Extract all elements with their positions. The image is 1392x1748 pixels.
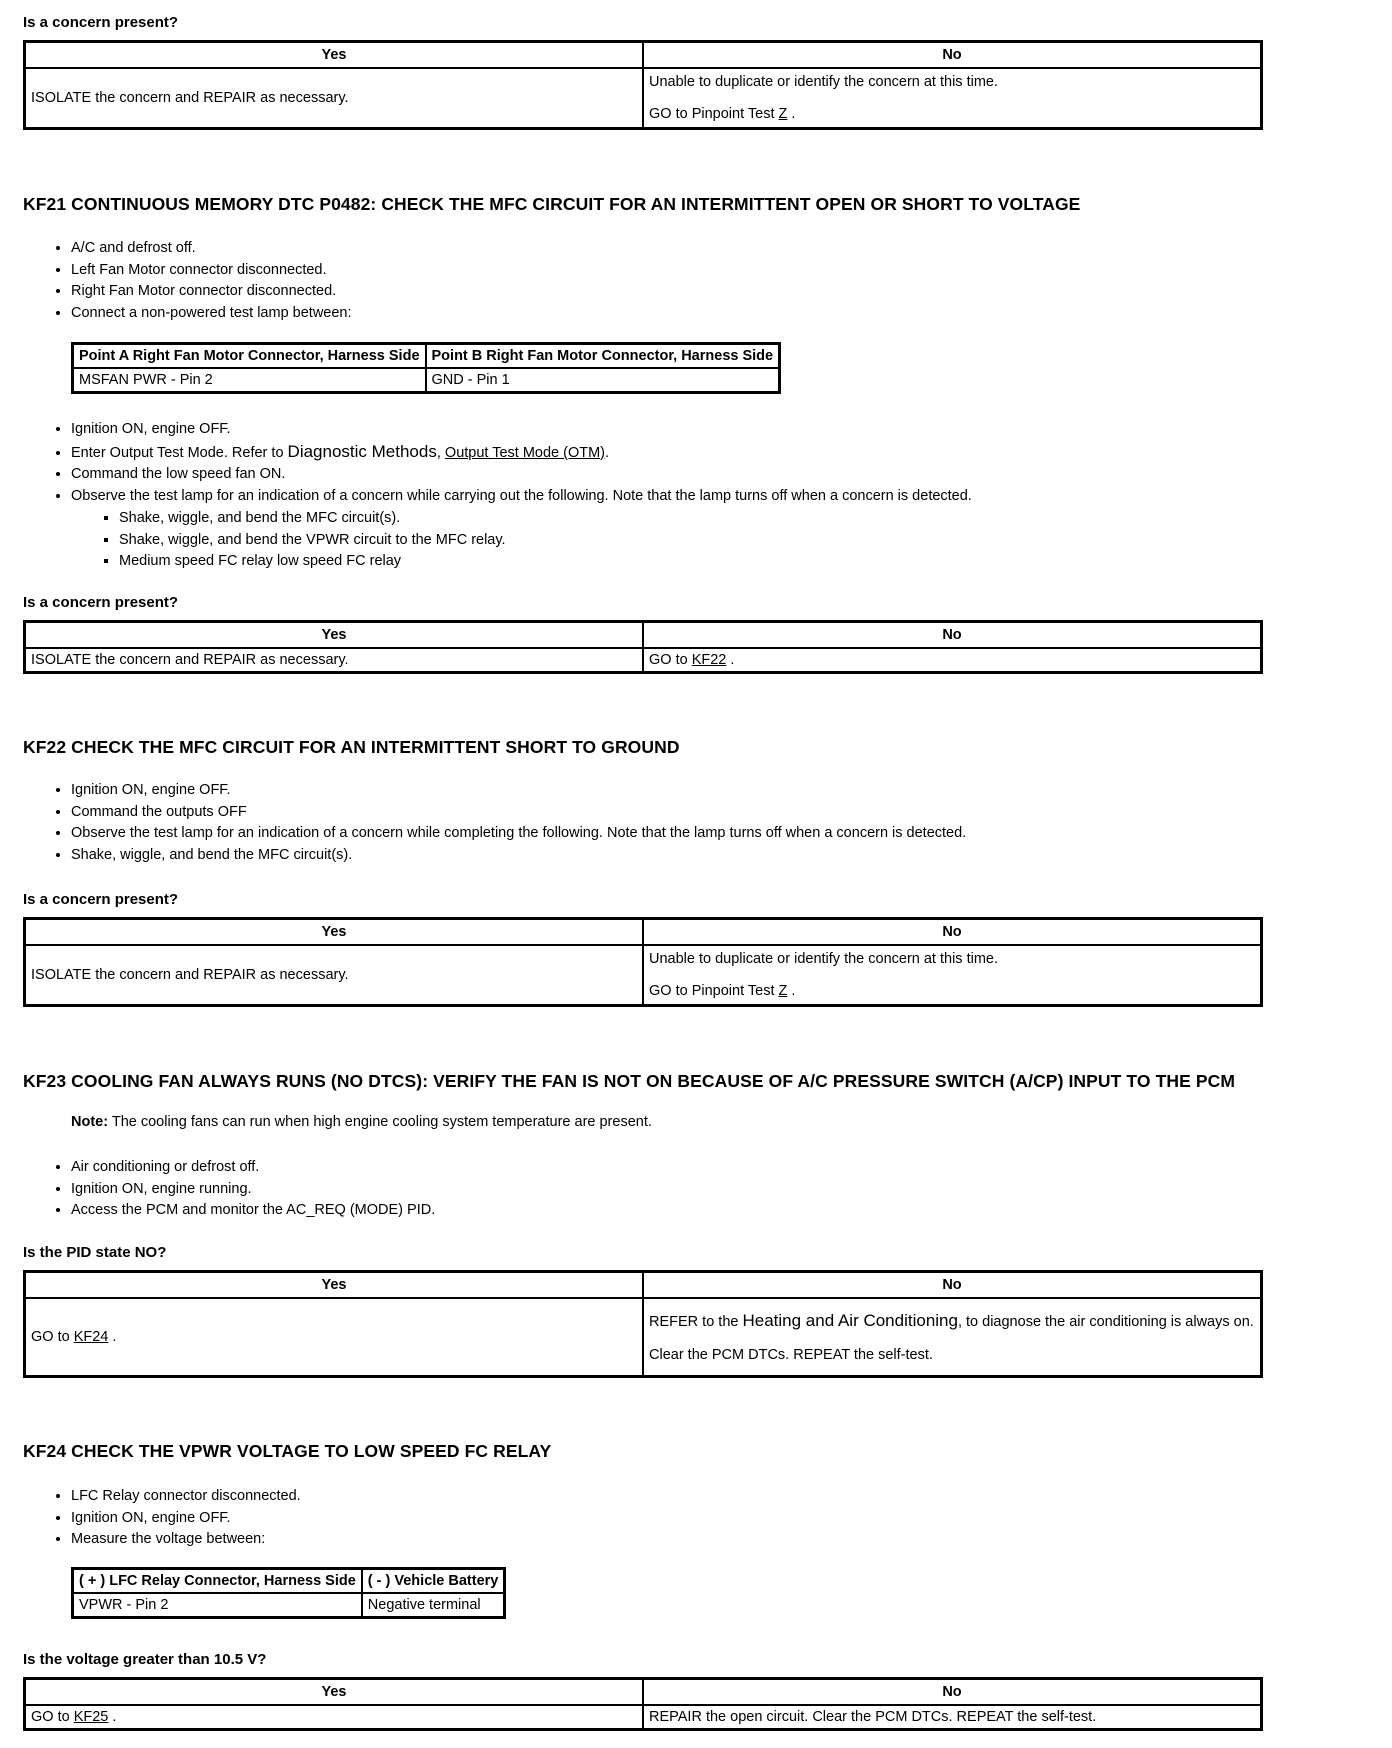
list-item: • Ignition ON, engine OFF. (71, 780, 966, 802)
otm-prefix: Enter Output Test Mode. Refer to (71, 444, 284, 461)
yes-cell: ISOLATE the concern and REPAIR as necessary. (25, 945, 644, 1005)
no-header: No (643, 42, 1262, 69)
diagnostic-methods-ref: Diagnostic Methods (287, 441, 437, 461)
no-cell (643, 68, 1262, 128)
otm-link[interactable]: Output Test Mode (OTM) (444, 444, 606, 461)
list-item: • Command the outputs OFF (71, 802, 966, 824)
no-line2 (649, 983, 1255, 999)
yes-header: Yes (25, 622, 644, 649)
yes-cell (25, 1298, 644, 1376)
list-item (71, 486, 972, 573)
list-item: • Observe the test lamp for an indication of a concern while completing the following. Note that the lamp turns off when a concern is detected. (71, 823, 966, 845)
list-item: • Access the PCM and monitor the AC_REQ (MODE) PID. (71, 1200, 435, 1222)
pinpoint-test-z-link[interactable]: Z (778, 105, 788, 122)
otm-suffix: . (605, 444, 610, 461)
no-cell (643, 648, 1262, 673)
note-text: The cooling fans can run when high engine cooling system temperature are present. (111, 1114, 652, 1130)
list-item (71, 441, 972, 465)
kf24-bullets (23, 1486, 301, 1551)
no-line2-prefix: GO to Pinpoint Test (649, 982, 775, 999)
otm-comma: , (436, 444, 441, 461)
yes-suffix: . (112, 1328, 117, 1345)
yes-cell (25, 1705, 644, 1730)
no-cell (643, 945, 1262, 1005)
kf23-heading: KF23 COOLING FAN ALWAYS RUNS (NO DTCS): VERIFY THE FAN IS NOT ON BECAUSE OF A/C PRESSURE SWITCH (A/CP) INPUT TO THE PCM (23, 1071, 1236, 1091)
yes-no-table (23, 1677, 1263, 1731)
list-item: • Ignition ON, engine OFF. (71, 419, 972, 441)
no-header: No (643, 919, 1262, 946)
yes-no-table (23, 40, 1263, 130)
kf24-link[interactable]: KF24 (73, 1328, 109, 1345)
sub-list-item: ▪ Shake, wiggle, and bend the VPWR circuit to the MFC relay. (119, 530, 972, 552)
list-item: • Ignition ON, engine running. (71, 1179, 435, 1201)
yes-no-table (23, 620, 1263, 674)
list-item: • Connect a non-powered test lamp between: (71, 303, 352, 325)
yes-header: Yes (25, 42, 644, 69)
observe-text: Observe the test lamp for an indication of a concern while carrying out the following. Note that the lamp turns off when a concern is detected. (71, 488, 972, 505)
no-line2-suffix: . (791, 105, 796, 122)
note-label: Note: (71, 1114, 109, 1130)
yes-header: Yes (25, 1679, 644, 1706)
kf21-bullets-2 (23, 419, 972, 573)
no-header: No (643, 1679, 1262, 1706)
list-item: • Shake, wiggle, and bend the MFC circuit(s). (71, 845, 966, 867)
list-item: • Measure the voltage between: (71, 1529, 301, 1551)
no-line1: Unable to duplicate or identify the concern at this time. (649, 950, 998, 967)
pin-val-b: GND - Pin 1 (426, 368, 780, 393)
no-header: No (643, 1272, 1262, 1299)
no-cell: REPAIR the open circuit. Clear the PCM DTCs. REPEAT the self-test. (643, 1705, 1262, 1730)
sub-list-item: ▪ Shake, wiggle, and bend the MFC circuit(s). (119, 508, 972, 530)
kf23-note (71, 1114, 652, 1130)
volt-val-b: Negative terminal (362, 1593, 505, 1618)
kf21-heading: KF21 CONTINUOUS MEMORY DTC P0482: CHECK THE MFC CIRCUIT FOR AN INTERMITTENT OPEN OR SHORT TO VOLTAGE (23, 194, 1081, 214)
pin-val-a: MSFAN PWR - Pin 2 (73, 368, 426, 393)
list-item: • Ignition ON, engine OFF. (71, 1508, 301, 1530)
list-item: • Left Fan Motor connector disconnected. (71, 260, 352, 282)
yes-text: ISOLATE the concern and REPAIR as necessary. (31, 89, 349, 106)
no-line1 (649, 1311, 1255, 1331)
no-header: No (643, 622, 1262, 649)
no-line2-suffix: . (791, 982, 796, 999)
pin-col-b: Point B Right Fan Motor Connector, Harness Side (426, 344, 780, 369)
kf22-link[interactable]: KF22 (691, 652, 727, 668)
yes-prefix: GO to (31, 1328, 70, 1345)
kf22-heading: KF22 CHECK THE MFC CIRCUIT FOR AN INTERMITTENT SHORT TO GROUND (23, 737, 680, 757)
heating-ac-ref: Heating and Air Conditioning (742, 1310, 958, 1330)
volt-col-b: ( - ) Vehicle Battery (362, 1569, 505, 1594)
yes-no-table (23, 1270, 1263, 1378)
no-line2: Clear the PCM DTCs. REPEAT the self-test. (649, 1346, 933, 1363)
no-line2 (649, 106, 1255, 122)
kf22-bullets (23, 780, 966, 867)
no-line1-prefix: REFER to the (649, 1313, 739, 1330)
no-line1: Unable to duplicate or identify the concern at this time. (649, 73, 998, 90)
kf24-heading: KF24 CHECK THE VPWR VOLTAGE TO LOW SPEED FC RELAY (23, 1441, 552, 1461)
sub-list-item: ▪ Medium speed FC relay low speed FC relay (119, 551, 972, 573)
test-lamp-pin-table (71, 342, 781, 394)
pinpoint-test-z-link[interactable]: Z (778, 982, 788, 999)
pin-col-a: Point A Right Fan Motor Connector, Harness Side (73, 344, 426, 369)
no-suffix: . (730, 652, 735, 668)
volt-col-a: ( + ) LFC Relay Connector, Harness Side (73, 1569, 362, 1594)
list-item: • A/C and defrost off. (71, 238, 352, 260)
yes-header: Yes (25, 919, 644, 946)
voltage-measure-table (71, 1567, 506, 1619)
pid-question: Is the PID state NO? (23, 1244, 167, 1261)
concern-question: Is a concern present? (23, 14, 179, 31)
list-item: • Command the low speed fan ON. (71, 464, 972, 486)
kf21-bullets (23, 238, 352, 325)
no-cell (643, 1298, 1262, 1376)
list-item: • LFC Relay connector disconnected. (71, 1486, 301, 1508)
yes-prefix: GO to (31, 1709, 70, 1725)
voltage-question: Is the voltage greater than 10.5 V? (23, 1651, 267, 1668)
no-line2-prefix: GO to Pinpoint Test (649, 105, 775, 122)
no-line1-suffix: , to diagnose the air conditioning is always on. (957, 1313, 1254, 1330)
yes-cell: ISOLATE the concern and REPAIR as necessary. (25, 648, 644, 673)
kf23-bullets (23, 1157, 435, 1222)
concern-question: Is a concern present? (23, 891, 179, 908)
yes-suffix: . (112, 1709, 117, 1725)
kf25-link[interactable]: KF25 (73, 1709, 109, 1725)
list-item: • Air conditioning or defrost off. (71, 1157, 435, 1179)
list-item: • Right Fan Motor connector disconnected. (71, 281, 352, 303)
no-prefix: GO to (649, 652, 688, 668)
kf21-sub-bullets (71, 508, 972, 573)
yes-header: Yes (25, 1272, 644, 1299)
concern-question: Is a concern present? (23, 594, 179, 611)
volt-val-a: VPWR - Pin 2 (73, 1593, 362, 1618)
yes-no-table (23, 917, 1263, 1007)
yes-cell (25, 68, 644, 128)
